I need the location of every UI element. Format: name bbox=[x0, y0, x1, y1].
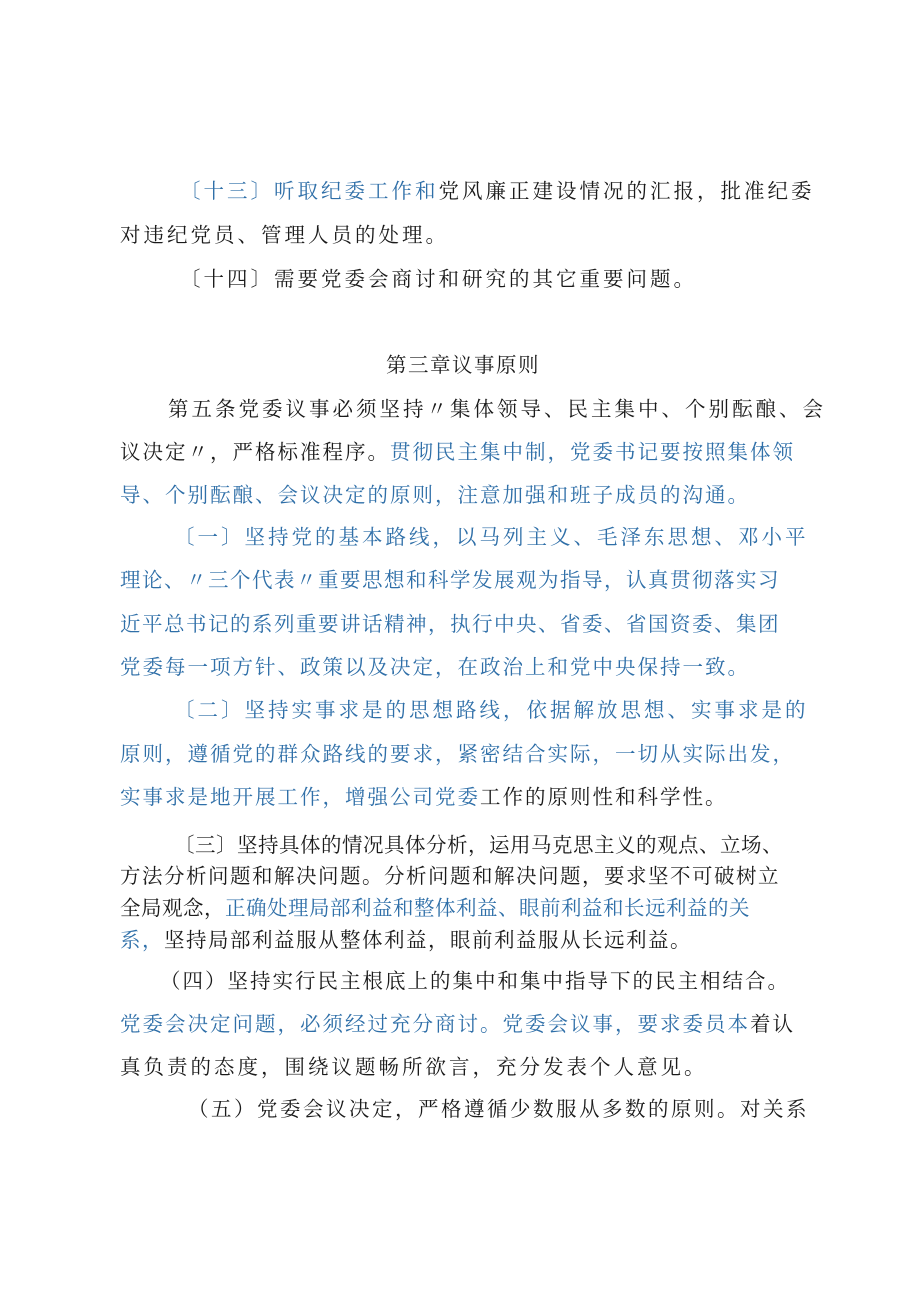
text-run: 正确处理局部利益和整体利益、眼前利益和长远利益的关 bbox=[225, 896, 750, 920]
paragraph-line bbox=[174, 830, 783, 860]
text-run: 党委每一项方针、政策以及决定，在政治上和党中央保持一致。 bbox=[120, 655, 750, 679]
text-run: 导、个别酝酿、会议决定的原则，注意加强和班子成员的沟通。 bbox=[120, 483, 750, 507]
paragraph-line bbox=[160, 966, 790, 996]
paragraph-line bbox=[120, 609, 780, 639]
paragraph-line bbox=[174, 522, 809, 552]
text-run: 第五条党委议事必须坚持〃集体领导、民主集中、个别酝酿、会 bbox=[168, 397, 826, 421]
paragraph-line bbox=[120, 220, 449, 250]
text-run: 党风廉正建设情况的汇报，批准纪委 bbox=[438, 179, 815, 203]
text-run: （五）党委会议决定，严格遵循少数服从多数的原则。对关系 bbox=[188, 1097, 809, 1121]
paragraph-line bbox=[120, 925, 692, 955]
chapter-heading bbox=[386, 350, 540, 380]
text-run: 坚持局部利益服从整体利益，眼前利益服从长远利益。 bbox=[164, 928, 692, 952]
text-run: 〔二〕坚持实事求是的思想路线，依据解放思想、实事求是的 bbox=[174, 698, 809, 722]
text-run: 方法分析问题和解决问题。分析问题和解决问题，要求坚不可破树立 bbox=[120, 864, 780, 888]
text-run: 实事求是地开展工作，增强公司党委 bbox=[120, 785, 480, 809]
text-run: 原则，遵循党的群众路线的要求，紧密结合实际，一切从实际出发， bbox=[120, 742, 795, 766]
text-run: 工作的原则性和科学性。 bbox=[480, 785, 728, 809]
text-run: 〔三〕坚持具体的情况具体分析，运用马克思主义的观点、立场、 bbox=[174, 833, 783, 857]
text-run: 着认 bbox=[750, 1012, 795, 1036]
text-run: 全局观念， bbox=[120, 896, 225, 920]
text-run: 〔十四〕需要党委会商讨和研究的其它重要问题。 bbox=[180, 267, 697, 291]
text-run: 贯彻民主集中制，党委书记要按照集体领 bbox=[390, 440, 795, 464]
text-run: 议决定〃，严格标准程序。 bbox=[120, 440, 390, 464]
paragraph-line bbox=[120, 1052, 708, 1082]
paragraph-line bbox=[120, 739, 795, 769]
text-run: 对违纪党员、管理人员的处理。 bbox=[120, 223, 449, 247]
paragraph-line bbox=[120, 480, 750, 510]
paragraph-line bbox=[180, 264, 697, 294]
text-run: 第三章议事原则 bbox=[386, 353, 540, 377]
paragraph-line bbox=[188, 1094, 809, 1124]
text-run: （四）坚持实行民主根底上的集中和集中指导下的民主相结合。 bbox=[160, 969, 790, 993]
paragraph-line bbox=[180, 176, 815, 206]
paragraph-line bbox=[168, 394, 826, 424]
paragraph-line bbox=[120, 565, 780, 595]
paragraph-line bbox=[120, 861, 780, 891]
text-run: 〔一〕坚持党的基本路线，以马列主义、毛泽东思想、邓小平 bbox=[174, 525, 809, 549]
text-run: 真负责的态度，围绕议题畅所欲言，充分发表个人意见。 bbox=[120, 1055, 708, 1079]
text-run: 系， bbox=[120, 928, 164, 952]
paragraph-line bbox=[120, 437, 795, 467]
paragraph-line bbox=[120, 893, 750, 923]
paragraph-line bbox=[120, 782, 728, 812]
text-run: 近平总书记的系列重要讲话精神，执行中央、省委、省国资委、集团 bbox=[120, 612, 780, 636]
text-run: 〔十三〕听取纪委工作和 bbox=[180, 179, 439, 203]
paragraph-line bbox=[120, 1009, 795, 1039]
paragraph-line bbox=[174, 695, 809, 725]
text-run: 党委会决定问题，必须经过充分商讨。党委会议事，要求委员本 bbox=[120, 1012, 750, 1036]
text-run: 理论、〃三个代表〃重要思想和科学发展观为指导，认真贯彻落实习 bbox=[120, 568, 780, 592]
paragraph-line bbox=[120, 652, 750, 682]
